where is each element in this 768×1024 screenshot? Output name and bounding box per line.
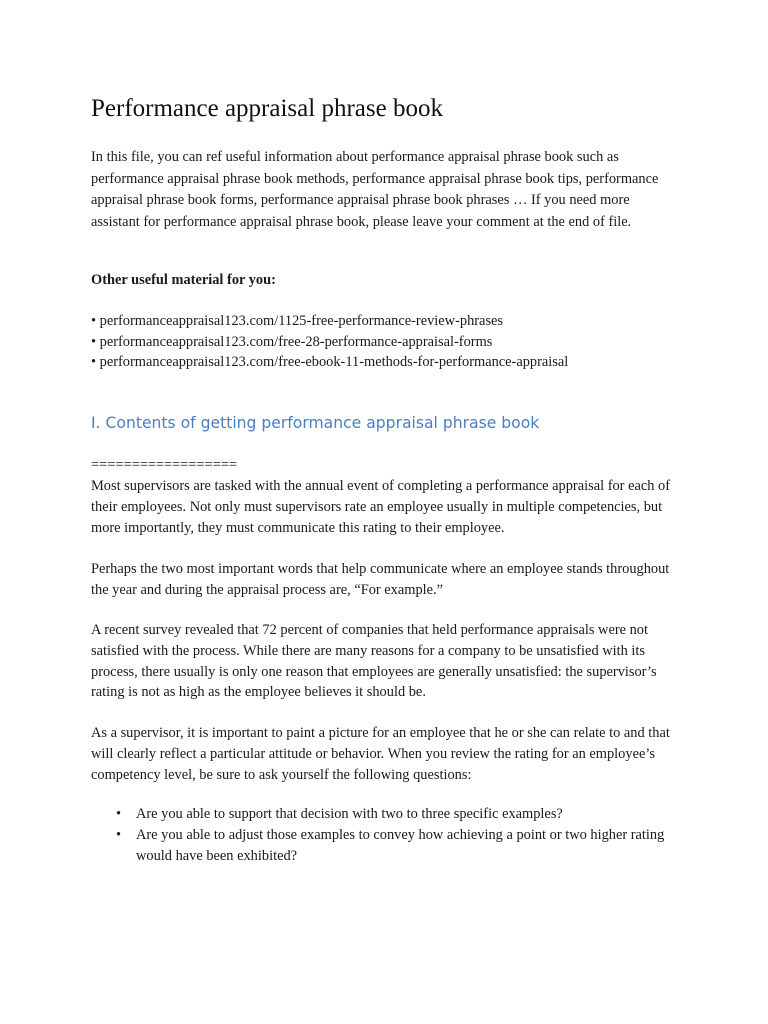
resource-link-2[interactable]: • performanceappraisal123.com/free-28-performance-appraisal-forms [91, 333, 493, 350]
question-list [91, 804, 671, 867]
resource-links [91, 311, 568, 373]
body-paragraph-4: As a supervisor, it is important to paint a picture for an employee that he or she can relate to and that will clearly reflect a particular attitude or behavior. When you review the rating for an employee’s competency level, be sure to ask yourself the following questions: [91, 725, 670, 783]
question-text: Are you able to adjust those examples to convey how achieving a point or two higher rating would have been exhibited? [136, 827, 665, 864]
other-material-heading: Other useful material for you: [91, 272, 276, 288]
body-paragraph-1: Most supervisors are tasked with the annual event of completing a performance appraisal for each of their employees. Not only must supervisors rate an employee usually in multiple competencies, but more importantly, they must communicate this rating to their employee. [91, 478, 671, 536]
question-text: Are you able to support that decision with two to three specific examples? [136, 806, 563, 822]
bullet-icon: • [116, 806, 122, 822]
resource-link-3[interactable]: • performanceappraisal123.com/free-ebook-11-methods-for-performance-appraisal [91, 354, 569, 370]
document-title: Performance appraisal phrase book [91, 95, 443, 122]
body-paragraph-3: A recent survey revealed that 72 percent of companies that held performance appraisals were not satisfied with the process. While there are many reasons for a company to be unsatisfied with its process, there usually is only one reason that employees are generally unsatisfied: the supervisor’s rating is not as high as the employee believes it should be. [91, 622, 657, 701]
separator-line: ================== [91, 457, 238, 473]
resource-link-1[interactable]: • performanceappraisal123.com/1125-free-performance-review-phrases [91, 313, 504, 329]
intro-paragraph: In this file, you can ref useful information about performance appraisal phrase book such as performance appraisal phrase book methods, performance appraisal phrase book tips, performance appraisal phrase book forms, performance appraisal phrase book phrases … If you need more assistant for performance appraisal phrase book, please leave your comment at the end of file. [91, 149, 659, 230]
question-item-1 [91, 804, 671, 825]
section-heading: I. Contents of getting performance appraisal phrase book [91, 414, 540, 432]
body-paragraph-2: Perhaps the two most important words that help communicate where an employee stands throughout the year and during the appraisal process are, “For example.” [91, 561, 670, 598]
question-item-2 [91, 825, 671, 867]
bullet-icon: • [116, 827, 122, 843]
